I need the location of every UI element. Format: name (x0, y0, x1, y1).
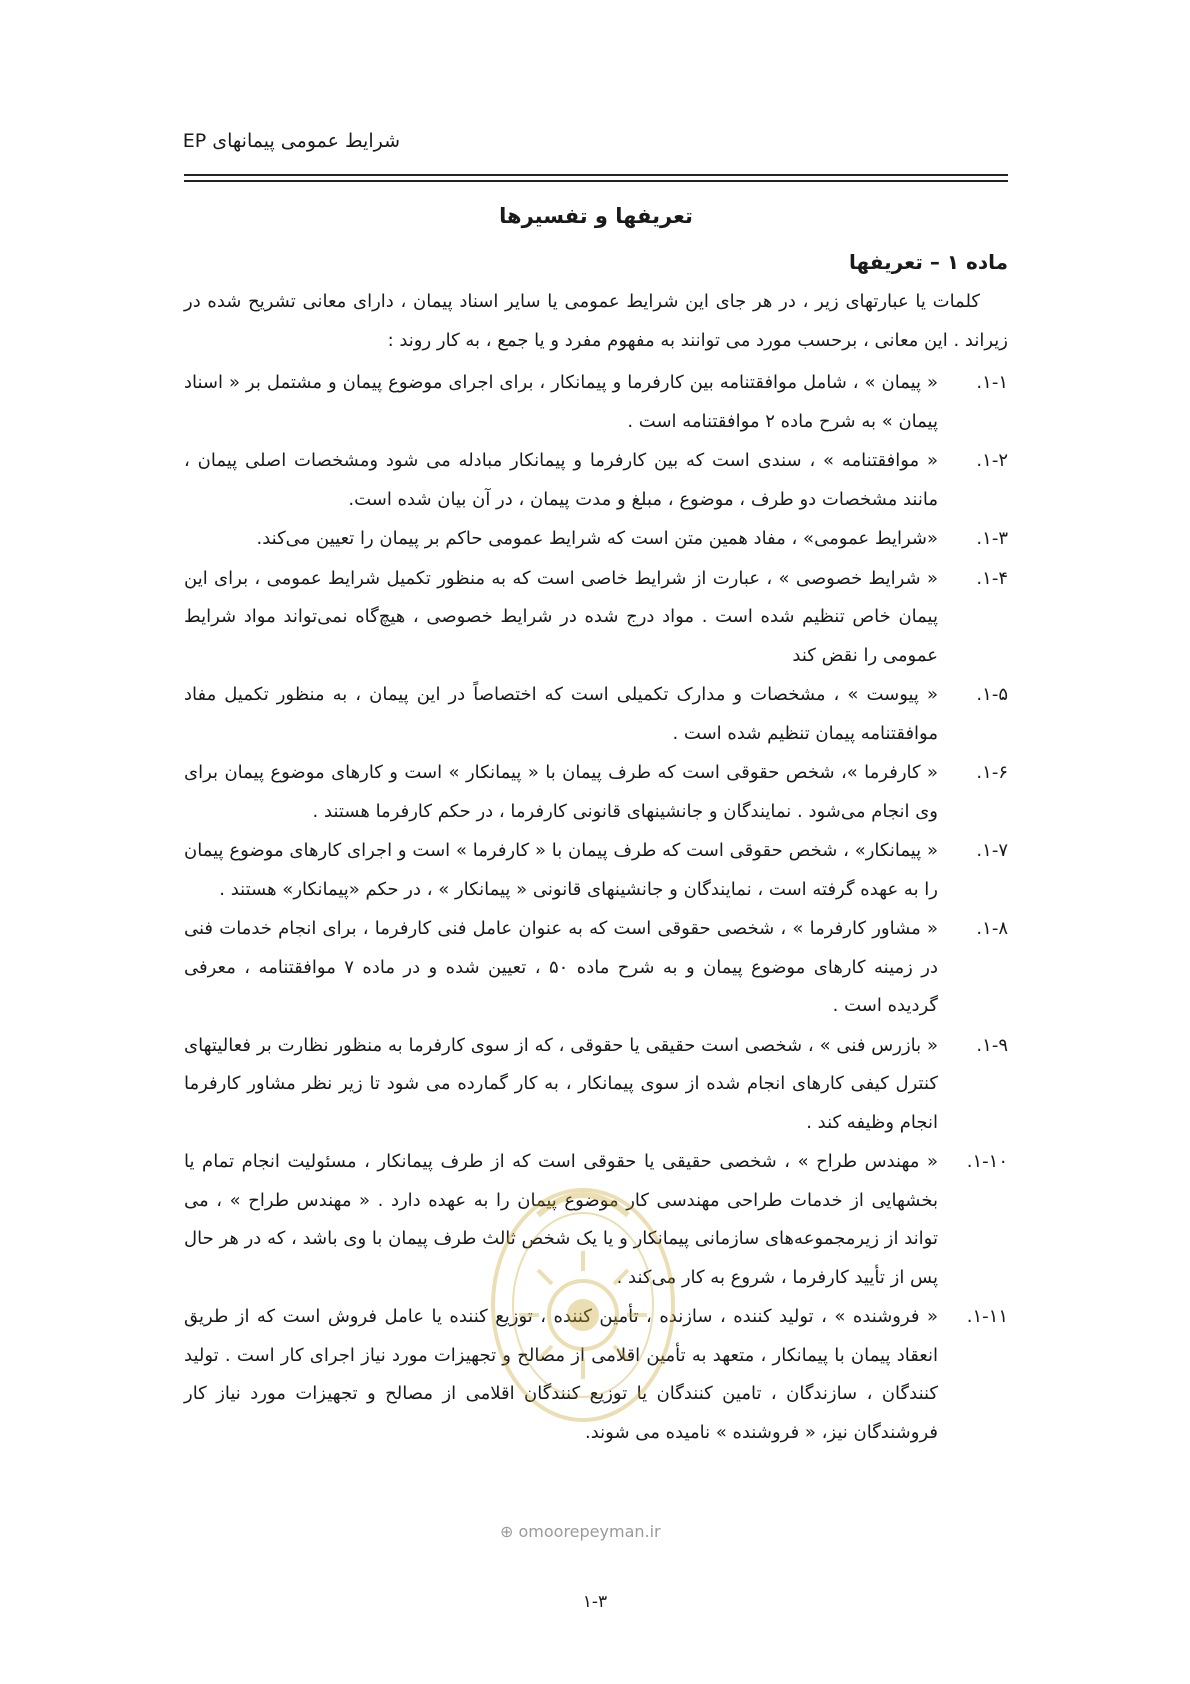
article-title: ماده ۱ – تعریفها (849, 250, 1008, 274)
definition-text: « بازرس فنی » ، شخصی است حقیقی یا حقوقی ، که از سوی کارفرما به منظور نظارت بر فعالیتهای کنترل کیفی کارهای انجام شده از سوی پیمانکار ، به کار گمارده می شود تا زیر نظر مشاور کارفرما انجام وظیفه کند . (184, 1034, 938, 1133)
definition-text: « مشاور کارفرما » ، شخصی حقوقی است که به عنوان عامل فنی کارفرما ، برای انجام خدمات فنی در زمینه کارهای موضوع پیمان و به شرح ماده ۵۰ ، تعیین شده و در ماده ۷ موافقتنامه ، معرفی گردیده است . (184, 918, 938, 1016)
definition-text: « پیمان » ، شامل موافقتنامه بین کارفرما و پیمانکار ، برای اجرای موضوع پیمان و مشتمل بر « اسناد پیمان » به شرح ماده ۲ موافقتنامه است . (184, 372, 938, 432)
definition-item (184, 1143, 1008, 1297)
definition-number: ۱-۸. (976, 918, 1008, 939)
running-header-title: شرایط عمومی پیمانهای EP (182, 130, 400, 152)
definition-number: ۱-۶. (976, 762, 1008, 783)
definition-item (184, 442, 1008, 519)
page-number: ۱-۳ (582, 1592, 608, 1612)
definition-text: « پیوست » ، مشخصات و مدارک تکمیلی است که اختصاصاً در این پیمان ، به منظور تکمیل مفاد موافقتنامه پیمان تنظیم شده است . (184, 684, 938, 744)
definition-text: « فروشنده » ، تولید کننده ، سازنده ، تأمین کننده ، توزیع کننده یا عامل فروش است که از طریق انعقاد پیمان با پیمانکار ، متعهد به تأمین اقلامی از مصالح و تجهیزات مورد نیاز اجرای کار است . تولید کنندگان ، سازندگان ، تامین کنندگان یا توزیع کنندگان اقلامی از مصالح و تجهیزات مورد نیاز کار فروشندگان نیز، « فروشنده » نامیده می شوند. (184, 1306, 938, 1443)
definition-item (184, 364, 1008, 441)
header-rule-top (184, 174, 1008, 176)
definition-item (184, 520, 1008, 559)
definition-text: « مهندس طراح » ، شخصی حقیقی یا حقوقی است که از طرف پیمانکار ، مسئولیت انجام تمام یا بخشهایی از خدمات طراحی مهندسی کار موضوع پیمان را به عهده دارد . « مهندس طراح » ، می تواند از زیرمجموعه‌های سازمانی پیمانکار و یا یک شخص ثالث طرف پیمان با وی باشد ، که در هر حال پس از تأیید کارفرما ، شروع به کار می‌کند . (184, 1151, 938, 1288)
definition-number: ۱-۱۱. (966, 1306, 1008, 1327)
intro-paragraph: کلمات یا عبارتهای زیر ، در هر جای این شرایط عمومی یا سایر اسناد پیمان ، دارای معانی تشریح شده در زیراند . این معانی ، برحسب مورد می توانند به مفهوم مفرد و یا جمع ، به کار روند : (184, 291, 1008, 351)
definition-item (184, 832, 1008, 909)
definition-text: « موافقتنامه » ، سندی است که بین کارفرما و پیمانکار مبادله می شود ومشخصات اصلی پیمان ، مانند مشخصات دو طرف ، موضوع ، مبلغ و مدت پیمان ، در آن بیان شده است. (184, 450, 938, 510)
definition-number: ۱-۳. (976, 528, 1008, 549)
definitions-list (184, 364, 1008, 1453)
watermark-globe-icon: ⊕ (500, 1522, 514, 1541)
definition-text: « شرایط خصوصی » ، عبارت از شرایط خاصی است که به منظور تکمیل شرایط عمومی ، برای این پیمان خاص تنظیم شده است . مواد درج شده در شرایط خصوصی ، هیچ‌گاه نمی‌تواند مواد شرایط عمومی را نقض کند (184, 567, 938, 666)
header-rule-bottom (184, 180, 1008, 182)
definition-number: ۱-۴. (976, 567, 1008, 589)
definition-number: ۱-۵. (976, 684, 1008, 705)
definition-item (184, 754, 1008, 831)
definition-text: «شرایط عمومی» ، مفاد همین متن است که شرایط عمومی حاکم بر پیمان را تعیین می‌کند. (256, 528, 938, 549)
definition-item (184, 560, 1008, 676)
definition-item (184, 910, 1008, 1026)
definition-number: ۱-۱. (976, 372, 1008, 393)
definition-number: ۱-۷. (976, 840, 1008, 861)
definition-text: « پیمانکار» ، شخص حقوقی است که طرف پیمان با « کارفرما » است و اجرای کارهای موضوع پیمان را به عهده گرفته است ، نمایندگان و جانشینهای قانونی « پیمانکار » ، در حکم «پیمانکار» هستند . (184, 840, 938, 900)
definition-number: ۱-۹. (976, 1034, 1008, 1056)
watermark-url: ⊕ omoorepeyman.ir (500, 1522, 661, 1541)
section-title: تعریفها و تفسیرها (499, 204, 693, 228)
definition-text: « کارفرما »، شخص حقوقی است که طرف پیمان با « پیمانکار » است و کارهای موضوع پیمان برای وی انجام می‌شود . نمایندگان و جانشینهای قانونی کارفرما ، در حکم کارفرما هستند . (184, 762, 938, 822)
definition-item (184, 676, 1008, 753)
definition-number: ۱-۲. (976, 450, 1008, 471)
definition-item (184, 1027, 1008, 1143)
definition-number: ۱-۱۰. (966, 1151, 1008, 1172)
definition-item (184, 1298, 1008, 1452)
